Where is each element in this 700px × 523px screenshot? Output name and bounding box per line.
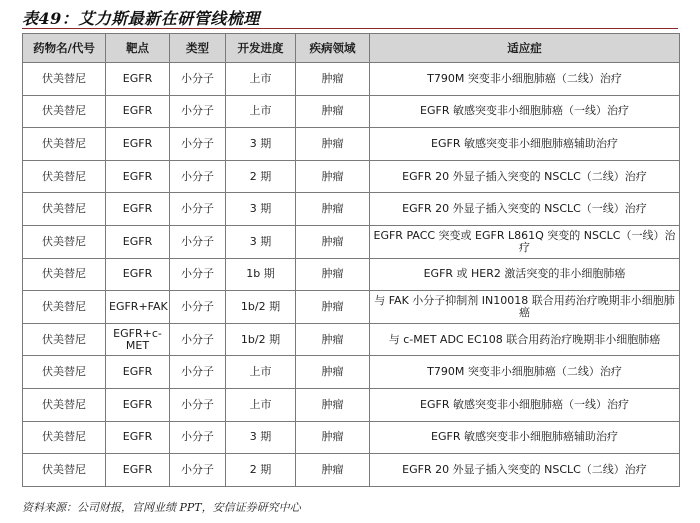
cell-type: 小分子	[170, 388, 226, 421]
cell-indication: EGFR 20 外显子插入突变的 NSCLC（一线）治疗	[370, 193, 680, 226]
cell-target: EGFR	[106, 421, 170, 454]
cell-type: 小分子	[170, 421, 226, 454]
table-row	[23, 258, 680, 291]
cell-type: 小分子	[170, 356, 226, 389]
cell-type: 小分子	[170, 128, 226, 161]
cell-indication: EGFR 敏感突变非小细胞肺癌辅助治疗	[370, 128, 680, 161]
cell-type: 小分子	[170, 160, 226, 193]
table-row	[23, 421, 680, 454]
cell-indication: EGFR 敏感突变非小细胞肺癌（一线）治疗	[370, 388, 680, 421]
pipeline-table	[22, 33, 680, 487]
table-row	[23, 291, 680, 324]
cell-target: EGFR	[106, 63, 170, 96]
header-stage: 开发进度	[226, 34, 296, 63]
cell-disease: 肿瘤	[296, 63, 370, 96]
header-type: 类型	[170, 34, 226, 63]
cell-target: EGFR	[106, 160, 170, 193]
cell-drug: 伏美替尼	[23, 160, 106, 193]
cell-disease: 肿瘤	[296, 291, 370, 324]
cell-stage: 3 期	[226, 128, 296, 161]
cell-indication: 与 FAK 小分子抑制剂 IN10018 联合用药治疗晚期非小细胞肺癌	[370, 291, 680, 324]
cell-stage: 上市	[226, 388, 296, 421]
cell-disease: 肿瘤	[296, 356, 370, 389]
cell-drug: 伏美替尼	[23, 258, 106, 291]
cell-type: 小分子	[170, 454, 226, 487]
table-row	[23, 193, 680, 226]
cell-stage: 上市	[226, 95, 296, 128]
cell-disease: 肿瘤	[296, 258, 370, 291]
cell-type: 小分子	[170, 193, 226, 226]
table-row	[23, 160, 680, 193]
cell-drug: 伏美替尼	[23, 128, 106, 161]
cell-indication: EGFR 20 外显子插入突变的 NSCLC（二线）治疗	[370, 160, 680, 193]
cell-drug: 伏美替尼	[23, 421, 106, 454]
cell-type: 小分子	[170, 291, 226, 324]
table-row	[23, 323, 680, 356]
cell-disease: 肿瘤	[296, 160, 370, 193]
cell-drug: 伏美替尼	[23, 356, 106, 389]
cell-disease: 肿瘤	[296, 225, 370, 258]
title-divider	[22, 28, 678, 29]
cell-disease: 肿瘤	[296, 454, 370, 487]
cell-stage: 上市	[226, 63, 296, 96]
table-row	[23, 388, 680, 421]
cell-drug: 伏美替尼	[23, 454, 106, 487]
cell-type: 小分子	[170, 225, 226, 258]
cell-target: EGFR+c-MET	[106, 323, 170, 356]
cell-target: EGFR	[106, 356, 170, 389]
cell-disease: 肿瘤	[296, 388, 370, 421]
cell-stage: 1b/2 期	[226, 323, 296, 356]
table-row	[23, 128, 680, 161]
cell-disease: 肿瘤	[296, 95, 370, 128]
cell-drug: 伏美替尼	[23, 193, 106, 226]
cell-type: 小分子	[170, 323, 226, 356]
source-note: 资料来源：公司财报，官网业绩 PPT，安信证券研究中心	[22, 501, 301, 514]
cell-target: EGFR	[106, 128, 170, 161]
cell-stage: 3 期	[226, 421, 296, 454]
cell-indication: 与 c-MET ADC EC108 联合用药治疗晚期非小细胞肺癌	[370, 323, 680, 356]
cell-indication: EGFR PACC 突变或 EGFR L861Q 突变的 NSCLC（一线）治疗	[370, 225, 680, 258]
cell-indication: EGFR 敏感突变非小细胞肺癌辅助治疗	[370, 421, 680, 454]
table-row	[23, 356, 680, 389]
cell-drug: 伏美替尼	[23, 95, 106, 128]
cell-drug: 伏美替尼	[23, 225, 106, 258]
cell-target: EGFR	[106, 193, 170, 226]
cell-stage: 上市	[226, 356, 296, 389]
cell-disease: 肿瘤	[296, 193, 370, 226]
cell-indication: EGFR 或 HER2 激活突变的非小细胞肺癌	[370, 258, 680, 291]
cell-type: 小分子	[170, 258, 226, 291]
header-target: 靶点	[106, 34, 170, 63]
cell-target: EGFR	[106, 258, 170, 291]
cell-type: 小分子	[170, 95, 226, 128]
cell-stage: 3 期	[226, 225, 296, 258]
cell-disease: 肿瘤	[296, 421, 370, 454]
cell-indication: T790M 突变非小细胞肺癌（二线）治疗	[370, 63, 680, 96]
table-row	[23, 95, 680, 128]
cell-disease: 肿瘤	[296, 323, 370, 356]
header-drug: 药物名/代号	[23, 34, 106, 63]
cell-target: EGFR	[106, 454, 170, 487]
table-header-row	[23, 34, 680, 63]
cell-indication: EGFR 20 外显子插入突变的 NSCLC（二线）治疗	[370, 454, 680, 487]
cell-target: EGFR	[106, 95, 170, 128]
header-indication: 适应症	[370, 34, 680, 63]
cell-indication: T790M 突变非小细胞肺癌（二线）治疗	[370, 356, 680, 389]
cell-target: EGFR+FAK	[106, 291, 170, 324]
cell-type: 小分子	[170, 63, 226, 96]
cell-stage: 1b 期	[226, 258, 296, 291]
cell-indication: EGFR 敏感突变非小细胞肺癌（一线）治疗	[370, 95, 680, 128]
cell-drug: 伏美替尼	[23, 63, 106, 96]
header-disease: 疾病领域	[296, 34, 370, 63]
cell-stage: 1b/2 期	[226, 291, 296, 324]
cell-drug: 伏美替尼	[23, 291, 106, 324]
cell-stage: 3 期	[226, 193, 296, 226]
table-row	[23, 454, 680, 487]
table-row	[23, 63, 680, 96]
table-row	[23, 225, 680, 258]
cell-target: EGFR	[106, 225, 170, 258]
cell-disease: 肿瘤	[296, 128, 370, 161]
cell-stage: 2 期	[226, 160, 296, 193]
cell-target: EGFR	[106, 388, 170, 421]
cell-stage: 2 期	[226, 454, 296, 487]
cell-drug: 伏美替尼	[23, 388, 106, 421]
cell-drug: 伏美替尼	[23, 323, 106, 356]
table-title: 表49：艾力斯最新在研管线梳理	[22, 9, 260, 28]
